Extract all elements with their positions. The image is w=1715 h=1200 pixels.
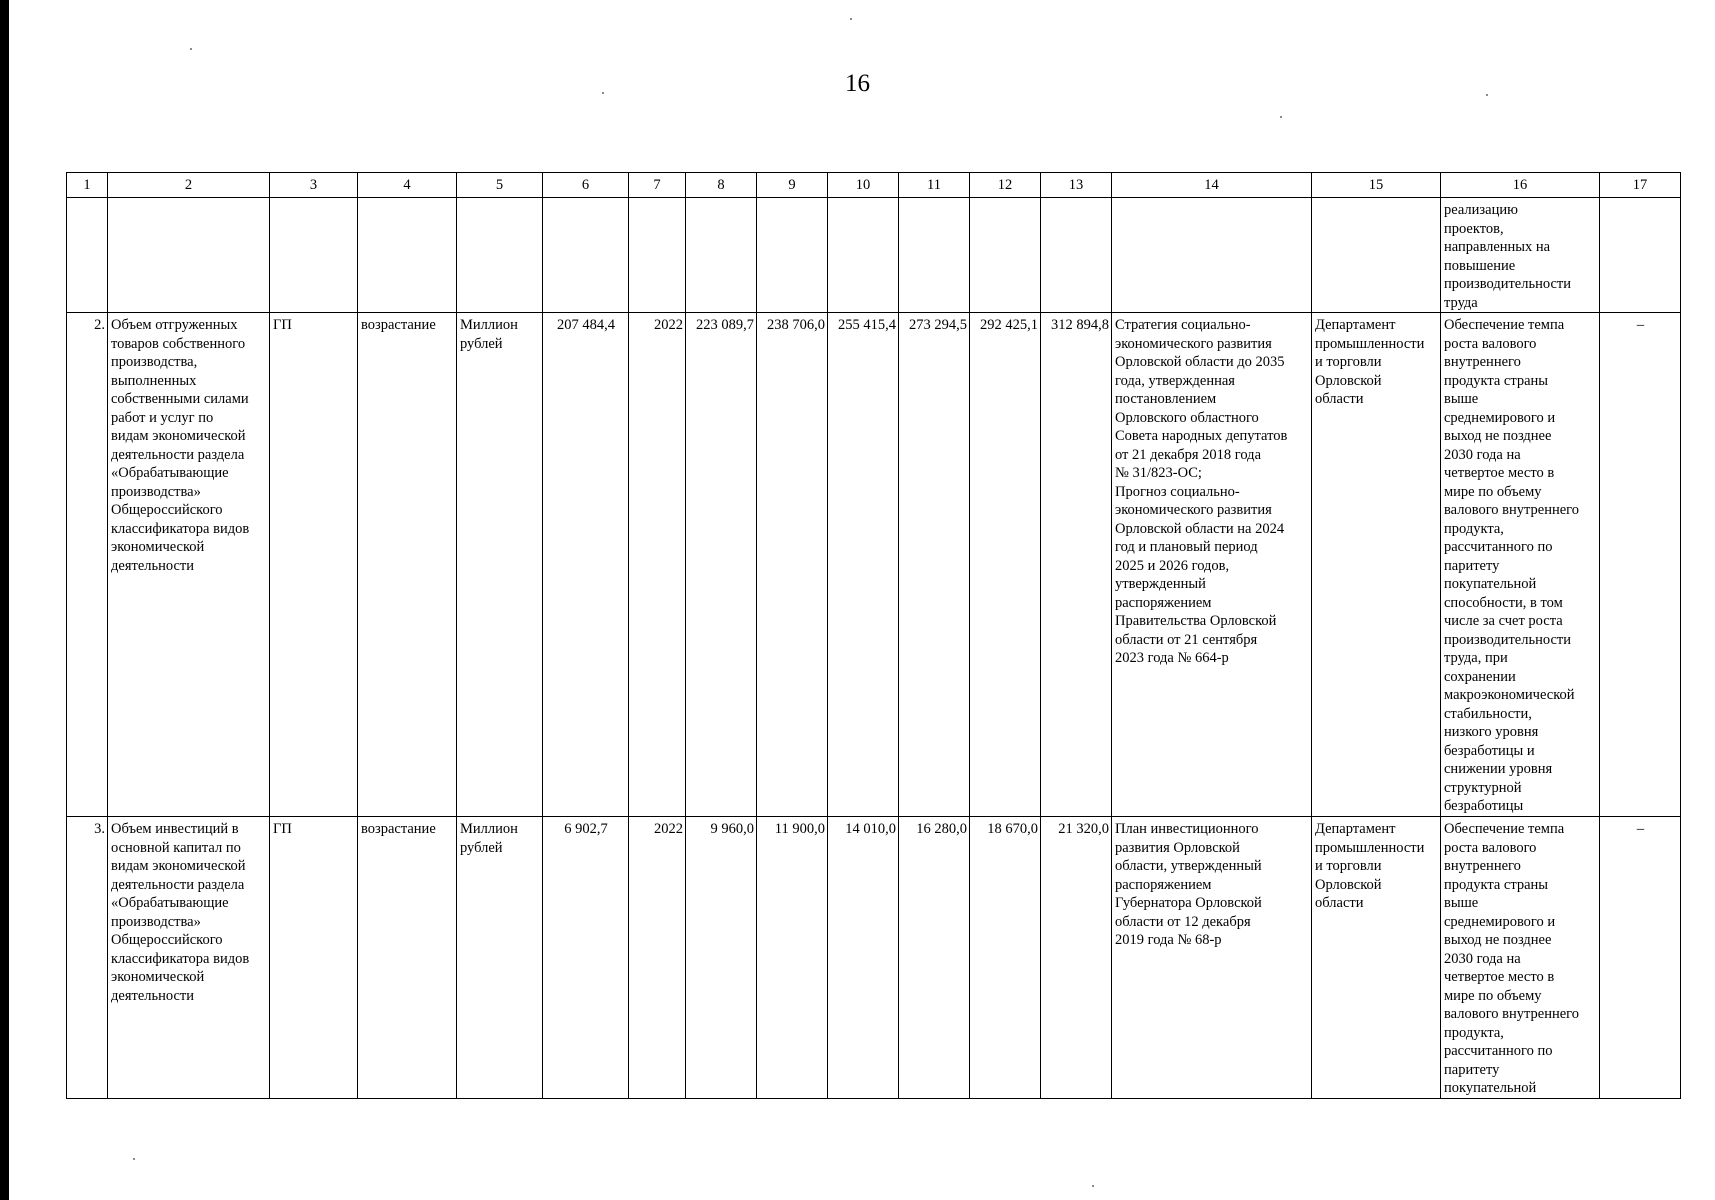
cell	[828, 198, 899, 313]
value-cell: 255 415,4	[828, 313, 899, 817]
header-cell: 10	[828, 173, 899, 198]
value-cell: 9 960,0	[686, 817, 757, 1099]
indicator-trend: возрастание	[358, 313, 457, 817]
scan-left-edge	[0, 0, 9, 1200]
header-cell: 12	[970, 173, 1041, 198]
indicator-unit: Миллион рублей	[457, 817, 543, 1099]
national-goal: Обеспечение темпа роста валового внутреннего продукта страны выше среднемирового и выход не позднее 2030 года на четвертое место в мире по объему валового внутреннего продукта, рассчитанного по паритету покупательной	[1441, 817, 1600, 1099]
indicator-type: ГП	[270, 313, 358, 817]
cell	[543, 198, 629, 313]
continuation-row	[67, 198, 1681, 313]
value-cell: 11 900,0	[757, 817, 828, 1099]
value-cell: 18 670,0	[970, 817, 1041, 1099]
row-number: 2.	[67, 313, 108, 817]
header-cell: 1	[67, 173, 108, 198]
cell	[270, 198, 358, 313]
source-document: Стратегия социально- экономического развития Орловской области до 2035 года, утвержденная постановлением Орловского областного Совета народных депутатов от 21 декабря 2018 года № 31/823-ОС; Прогноз социально- экономического развития Орловской области на 2024 год и плановый период 2025 и 2026 годов, утвержденный распоряжением Правительства Орловской области от 21 сентября 2023 года № 664-р	[1112, 313, 1312, 817]
cell	[1600, 198, 1681, 313]
scan-speck	[1092, 1185, 1094, 1187]
base-value: 6 902,7	[543, 817, 629, 1099]
cell	[686, 198, 757, 313]
scan-speck	[1280, 116, 1282, 118]
header-cell: 13	[1041, 173, 1112, 198]
source-document: План инвестиционного развития Орловской области, утвержденный распоряжением Губернатора Орловской области от 12 декабря 2019 года № 68-р	[1112, 817, 1312, 1099]
header-cell: 3	[270, 173, 358, 198]
indicator-name: Объем отгруженных товаров собственного производства, выполненных собственными силами работ и услуг по видам экономической деятельности раздела «Обрабатывающие производства» Общероссийского классификатора видов экономической деятельности	[108, 313, 270, 817]
cell	[629, 198, 686, 313]
cell	[1112, 198, 1312, 313]
value-cell: 21 320,0	[1041, 817, 1112, 1099]
value-cell: 14 010,0	[828, 817, 899, 1099]
page-number: 16	[845, 70, 870, 97]
cell	[1312, 198, 1441, 313]
scan-speck	[850, 18, 852, 20]
base-value: 207 484,4	[543, 313, 629, 817]
header-cell: 9	[757, 173, 828, 198]
cell	[67, 198, 108, 313]
value-cell: 16 280,0	[899, 817, 970, 1099]
scan-speck	[602, 92, 604, 94]
header-cell: 8	[686, 173, 757, 198]
cell	[108, 198, 270, 313]
scan-speck	[1486, 94, 1488, 96]
base-year: 2022	[629, 313, 686, 817]
cell	[970, 198, 1041, 313]
goal-continuation: реализацию проектов, направленных на повышение производительности труда	[1441, 198, 1600, 313]
cell	[899, 198, 970, 313]
indicator-type: ГП	[270, 817, 358, 1099]
cell	[358, 198, 457, 313]
national-goal: Обеспечение темпа роста валового внутреннего продукта страны выше среднемирового и выход не позднее 2030 года на четвертое место в мире по объему валового внутреннего продукта, рассчитанного по паритету покупательной способности, в том числе за счет роста производительности труда, при сохранении макроэкономической стабильности, низкого уровня безработицы и снижении уровня структурной безработицы	[1441, 313, 1600, 817]
base-year: 2022	[629, 817, 686, 1099]
header-cell: 6	[543, 173, 629, 198]
scan-speck	[133, 1158, 135, 1160]
indicator-trend: возрастание	[358, 817, 457, 1099]
cell	[1041, 198, 1112, 313]
responsible-body: Департамент промышленности и торговли Орловской области	[1312, 313, 1441, 817]
indicator-name: Объем инвестиций в основной капитал по видам экономической деятельности раздела «Обрабатывающие производства» Общероссийского классификатора видов экономической деятельности	[108, 817, 270, 1099]
indicator-table	[66, 172, 1681, 1099]
header-cell: 7	[629, 173, 686, 198]
header-cell: 5	[457, 173, 543, 198]
value-cell: 312 894,8	[1041, 313, 1112, 817]
value-cell: 223 089,7	[686, 313, 757, 817]
scan-speck	[190, 48, 192, 50]
value-cell: 238 706,0	[757, 313, 828, 817]
header-cell: 11	[899, 173, 970, 198]
responsible-body: Департамент промышленности и торговли Орловской области	[1312, 817, 1441, 1099]
info-system: –	[1600, 313, 1681, 817]
header-cell: 16	[1441, 173, 1600, 198]
header-cell: 2	[108, 173, 270, 198]
value-cell: 273 294,5	[899, 313, 970, 817]
table-row	[67, 313, 1681, 817]
row-number: 3.	[67, 817, 108, 1099]
header-cell: 15	[1312, 173, 1441, 198]
indicator-unit: Миллион рублей	[457, 313, 543, 817]
cell	[457, 198, 543, 313]
header-cell: 4	[358, 173, 457, 198]
value-cell: 292 425,1	[970, 313, 1041, 817]
header-cell: 14	[1112, 173, 1312, 198]
cell	[757, 198, 828, 313]
header-cell: 17	[1600, 173, 1681, 198]
table-row	[67, 817, 1681, 1099]
info-system: –	[1600, 817, 1681, 1099]
header-row	[67, 173, 1681, 198]
